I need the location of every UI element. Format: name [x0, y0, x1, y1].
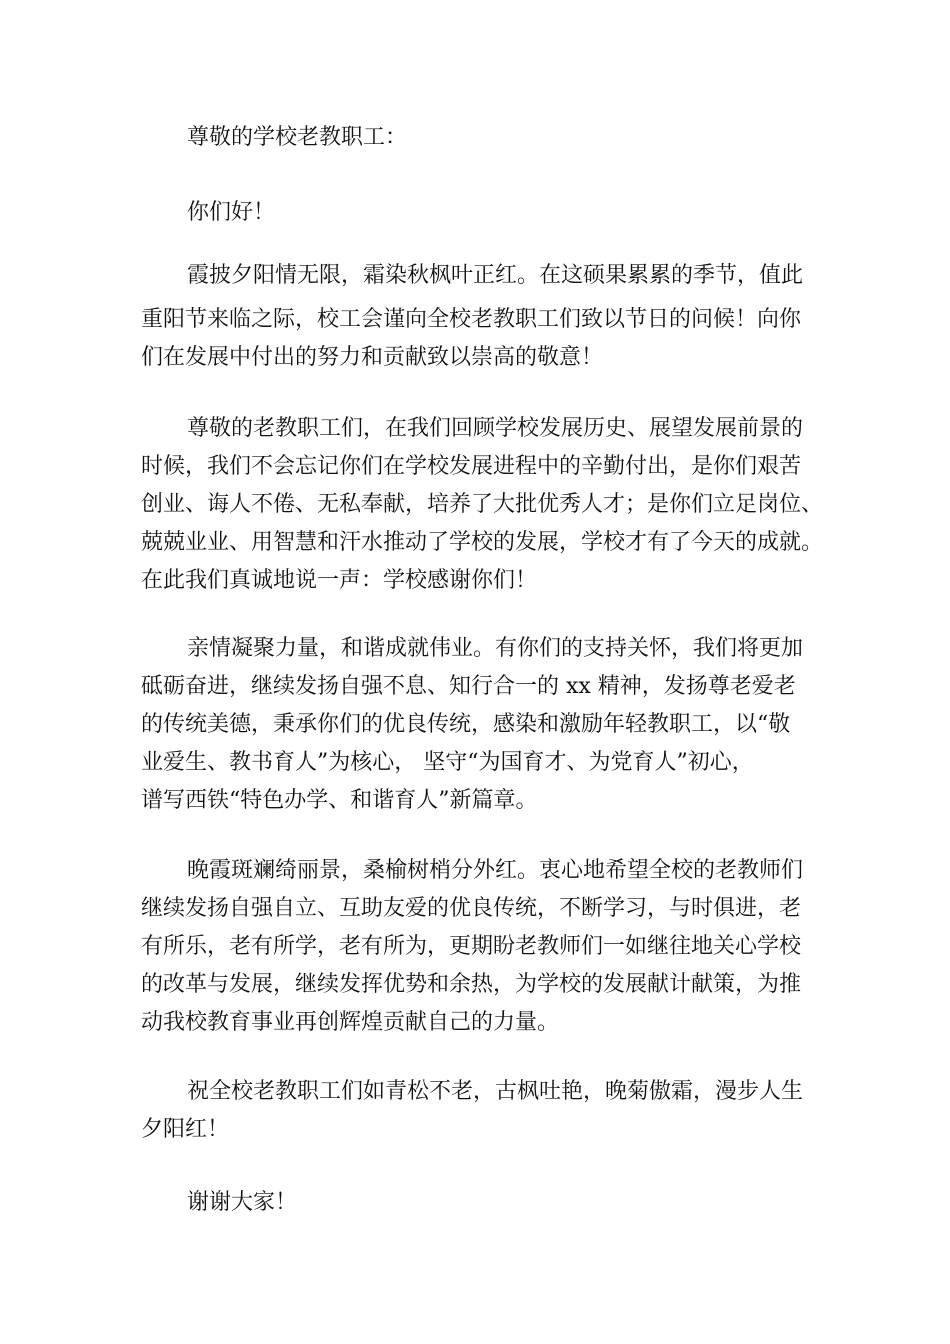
paragraph-line: 兢兢业业、用智慧和汗水推动了学校的发展，学校才有了今天的成就。	[141, 530, 824, 555]
salutation: 你们好！	[187, 200, 276, 225]
paragraph-line: 重阳节来临之际，校工会谨向全校老教职工们致以节日的问候！向你	[141, 307, 802, 332]
paragraph-line: 霞披夕阳情无限，霜染秋枫叶正红。在这硕果累累的季节，值此	[187, 263, 804, 288]
paragraph-line: 祝全校老教职工们如青松不老，古枫吐艳，晚菊傲霜，漫步人生	[187, 1079, 804, 1104]
paragraph-line: 时候，我们不会忘记你们在学校发展进程中的辛勤付出，是你们艰苦	[141, 454, 802, 479]
paragraph-line: 晚霞斑斓绮丽景，桑榆树梢分外红。衷心地希望全校的老教师们	[187, 858, 804, 883]
paragraph-line: 动我校教育事业再创辉煌贡献自己的力量。	[141, 1010, 560, 1035]
paragraph-line: 的传统美德，秉承你们的优良传统，感染和激励年轻教职工，以“敬	[141, 712, 791, 737]
paragraph-line: 尊敬的老教职工们，在我们回顾学校发展历史、展望发展前景的	[187, 416, 804, 441]
paragraph-line: 砥砺奋进，继续发扬自强不息、知行合一的 xx 精神，发扬尊老爱老	[141, 674, 796, 699]
paragraph-line: 继续发扬自强自立、互助友爱的优良传统，不断学习，与时俱进，老	[141, 896, 802, 921]
paragraph-line: 创业、诲人不倦、无私奉献，培养了大批优秀人才；是你们立足岗位、	[141, 492, 824, 517]
paragraph-line: 谱写西铁“特色办学、和谐育人”新篇章。	[141, 788, 538, 813]
paragraph-line: 业爱生、教书育人”为核心， 坚守“为国育才、为党育人”初心，	[141, 750, 754, 775]
paragraph-line: 有所乐，老有所学，老有所为，更期盼老教师们一如继往地关心学校	[141, 934, 802, 959]
paragraph-line: 的改革与发展，继续发挥优势和余热，为学校的发展献计献策，为推	[141, 972, 802, 997]
closing: 谢谢大家！	[187, 1190, 298, 1215]
paragraph-line: 夕阳红！	[141, 1117, 230, 1142]
paragraph-line: 们在发展中付出的努力和贡献致以崇高的敬意！	[141, 345, 604, 370]
greeting: 尊敬的学校老教职工：	[187, 125, 408, 150]
paragraph-line: 在此我们真诚地说一声：学校感谢你们！	[141, 568, 538, 593]
paragraph-line: 亲情凝聚力量，和谐成就伟业。有你们的支持关怀，我们将更加	[187, 636, 804, 661]
